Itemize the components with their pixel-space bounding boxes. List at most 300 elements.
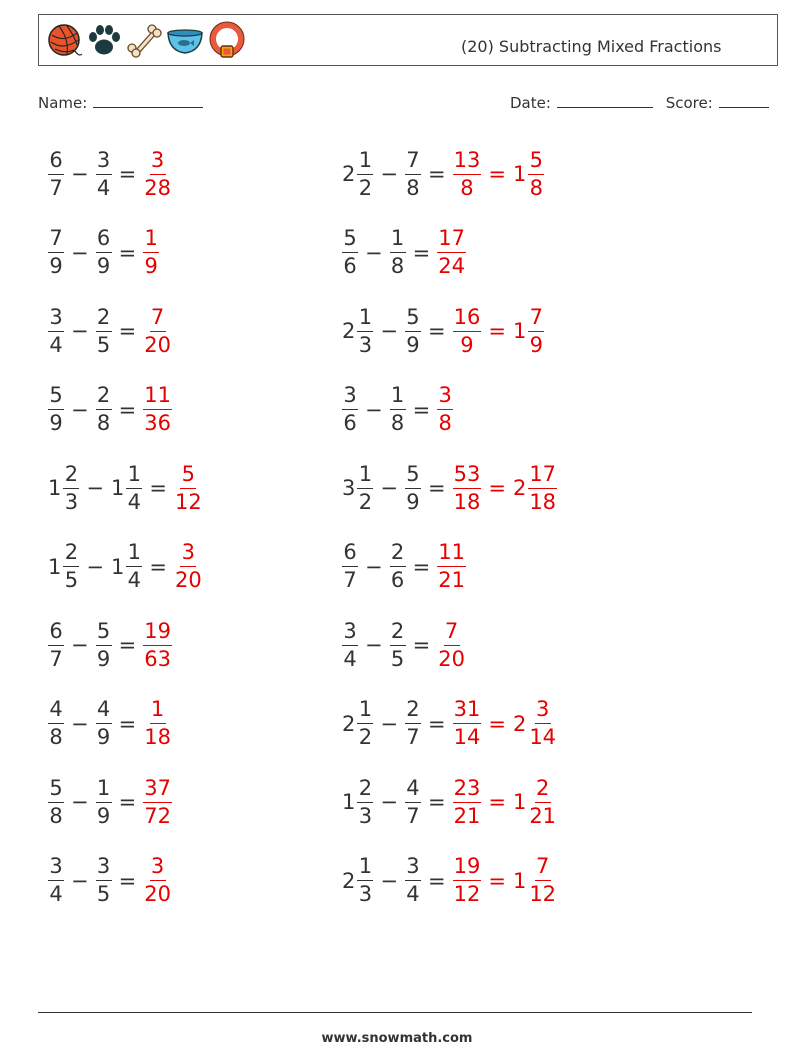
fraction — [63, 461, 79, 514]
denominator: 20 — [144, 332, 171, 357]
numerator: 17 — [528, 464, 557, 489]
name-label: Name: — [38, 94, 88, 112]
minus-sign: − — [380, 868, 398, 893]
fraction — [437, 542, 466, 591]
fraction — [174, 461, 203, 514]
whole-number: 1 — [342, 790, 356, 814]
answer — [435, 228, 468, 277]
numerator: 3 — [48, 307, 64, 332]
numerator: 3 — [405, 856, 421, 881]
equals-sign: = — [427, 868, 446, 893]
denominator: 36 — [144, 411, 171, 435]
answer — [451, 856, 559, 905]
problem-3 — [46, 218, 161, 288]
denominator: 9 — [406, 489, 420, 514]
numerator: 3 — [180, 542, 196, 567]
fraction — [126, 542, 142, 591]
numerator: 5 — [96, 621, 112, 646]
problem-1 — [46, 139, 174, 209]
problem-2 — [340, 139, 546, 209]
answer — [451, 775, 559, 828]
numerator: 31 — [453, 699, 482, 724]
fraction — [453, 856, 482, 905]
whole-number: 2 — [512, 476, 527, 500]
fraction — [342, 385, 358, 434]
denominator: 4 — [49, 882, 63, 906]
fraction — [405, 461, 421, 514]
denominator: 8 — [96, 411, 111, 435]
minus-sign: − — [380, 711, 398, 736]
fraction — [96, 228, 112, 277]
denominator: 18 — [453, 489, 481, 514]
numerator: 7 — [444, 621, 460, 646]
numerator: 53 — [453, 464, 482, 489]
fraction — [528, 461, 557, 514]
problem-17 — [46, 767, 174, 837]
numerator: 3 — [437, 385, 453, 410]
numerator: 5 — [48, 778, 64, 803]
numerator: 3 — [342, 385, 358, 410]
fraction — [528, 147, 544, 200]
numerator: 1 — [96, 778, 112, 803]
fraction — [528, 856, 557, 905]
fraction — [405, 775, 421, 828]
problem-11 — [46, 532, 205, 602]
equals-sign: = — [118, 319, 137, 343]
fraction — [143, 618, 172, 671]
numerator: 7 — [535, 856, 551, 881]
whole-number: 2 — [512, 711, 527, 736]
numerator: 6 — [342, 542, 358, 567]
equals-sign: = — [118, 868, 137, 893]
numerator: 5 — [342, 228, 358, 253]
fraction — [357, 147, 373, 200]
fraction — [357, 461, 373, 514]
denominator: 3 — [358, 803, 373, 828]
denominator: 63 — [144, 646, 171, 671]
numerator: 2 — [390, 621, 406, 646]
numerator: 5 — [48, 385, 64, 410]
fraction — [357, 775, 373, 828]
fraction — [63, 542, 79, 591]
numerator: 1 — [150, 699, 166, 724]
minus-sign: − — [365, 633, 383, 657]
fraction — [453, 304, 482, 357]
equals-sign: = — [488, 868, 506, 893]
whole-number: 1 — [512, 790, 527, 814]
answer — [451, 304, 547, 357]
denominator: 8 — [438, 411, 452, 435]
whole-number: 2 — [342, 162, 356, 186]
fraction — [48, 775, 64, 828]
minus-sign: − — [380, 319, 398, 343]
fraction — [48, 385, 64, 434]
denominator: 9 — [406, 332, 420, 357]
fraction — [143, 856, 172, 905]
problem-14 — [340, 610, 468, 680]
bone-icon — [125, 21, 163, 59]
numerator: 19 — [453, 856, 482, 881]
denominator: 8 — [529, 175, 543, 200]
fraction — [405, 147, 421, 200]
numerator: 7 — [48, 228, 64, 253]
fraction — [48, 856, 64, 905]
minus-sign: − — [365, 554, 383, 579]
fish-bowl-icon — [165, 21, 205, 59]
denominator: 9 — [49, 411, 63, 435]
problem-15 — [46, 689, 174, 759]
fraction — [126, 461, 142, 514]
whole-number: 1 — [110, 554, 125, 579]
denominator: 14 — [453, 725, 481, 749]
numerator: 4 — [96, 699, 112, 724]
fraction — [48, 699, 64, 748]
denominator: 4 — [96, 175, 111, 200]
numerator: 3 — [150, 856, 166, 881]
answer — [141, 147, 174, 200]
problem-10 — [340, 453, 559, 523]
numerator: 16 — [453, 307, 482, 332]
equals-sign: = — [488, 319, 506, 343]
denominator: 7 — [406, 725, 420, 749]
fraction — [390, 385, 406, 434]
worksheet-header — [38, 14, 778, 66]
denominator: 7 — [406, 803, 420, 828]
denominator: 28 — [144, 175, 171, 200]
fraction — [342, 618, 358, 671]
answer — [451, 699, 559, 748]
fraction — [357, 304, 373, 357]
numerator: 3 — [535, 699, 551, 724]
equals-sign: = — [427, 711, 446, 736]
denominator: 21 — [438, 568, 465, 592]
numerator: 5 — [405, 464, 421, 489]
answer — [141, 775, 174, 828]
denominator: 20 — [144, 882, 171, 906]
fraction — [453, 461, 482, 514]
minus-sign: − — [365, 397, 383, 422]
fraction — [528, 304, 544, 357]
denominator: 9 — [96, 646, 111, 671]
fraction — [453, 147, 482, 200]
fraction — [437, 385, 453, 434]
equals-sign: = — [427, 162, 446, 186]
denominator: 12 — [174, 489, 202, 514]
problem-5 — [46, 296, 174, 366]
problem-6 — [340, 296, 546, 366]
fraction — [143, 304, 172, 357]
numerator: 7 — [405, 150, 421, 175]
equals-sign: = — [427, 476, 446, 500]
denominator: 24 — [438, 254, 465, 278]
denominator: 18 — [144, 725, 171, 749]
yarn-ball-icon — [45, 21, 83, 59]
equals-sign: = — [118, 633, 137, 657]
answer — [172, 461, 205, 514]
answer — [141, 856, 174, 905]
numerator: 5 — [180, 464, 196, 489]
denominator: 4 — [127, 489, 142, 514]
minus-sign: − — [380, 162, 398, 186]
fraction — [96, 385, 112, 434]
numerator: 1 — [357, 856, 373, 881]
equals-sign: = — [149, 476, 167, 500]
denominator: 5 — [64, 568, 79, 592]
denominator: 9 — [96, 725, 111, 749]
numerator: 3 — [96, 150, 112, 175]
answer — [451, 147, 547, 200]
equals-sign: = — [118, 397, 137, 422]
fraction — [48, 228, 64, 277]
fraction — [453, 699, 482, 748]
minus-sign: − — [71, 162, 89, 186]
fraction — [143, 228, 159, 277]
denominator: 9 — [49, 254, 63, 278]
denominator: 12 — [529, 882, 557, 906]
denominator: 8 — [390, 254, 405, 278]
denominator: 4 — [343, 646, 357, 671]
fraction — [96, 699, 112, 748]
icon-strip — [45, 20, 249, 60]
equals-sign: = — [118, 240, 137, 265]
fraction — [342, 228, 358, 277]
score-label: Score: — [665, 94, 713, 112]
denominator: 21 — [453, 803, 481, 828]
fraction — [357, 699, 373, 748]
minus-sign: − — [71, 711, 89, 736]
answer — [141, 699, 174, 748]
whole-number: 2 — [342, 868, 356, 893]
whole-number: 2 — [342, 319, 356, 343]
minus-sign: − — [380, 790, 398, 814]
denominator: 7 — [343, 568, 357, 592]
numerator: 4 — [405, 778, 421, 803]
numerator: 2 — [535, 778, 551, 803]
numerator: 5 — [405, 307, 421, 332]
numerator: 1 — [126, 542, 142, 567]
numerator: 17 — [437, 228, 466, 253]
fraction — [143, 699, 172, 748]
equals-sign: = — [412, 240, 431, 265]
date-blank[interactable] — [557, 93, 653, 108]
numerator: 2 — [405, 699, 421, 724]
denominator: 2 — [358, 489, 373, 514]
denominator: 5 — [96, 332, 111, 357]
denominator: 8 — [49, 725, 63, 749]
equals-sign: = — [149, 554, 167, 579]
equals-sign: = — [118, 162, 137, 186]
answer — [435, 542, 468, 591]
problem-8 — [340, 375, 455, 445]
equals-sign: = — [118, 790, 137, 814]
problem-4 — [340, 218, 468, 288]
whole-number: 1 — [512, 319, 527, 343]
problem-19 — [46, 846, 174, 916]
equals-sign: = — [427, 790, 446, 814]
denominator: 6 — [343, 411, 357, 435]
fraction — [528, 699, 557, 748]
numerator: 6 — [48, 150, 64, 175]
numerator: 13 — [453, 150, 482, 175]
problem-9 — [46, 453, 205, 523]
answer — [141, 385, 174, 434]
denominator: 8 — [460, 175, 474, 200]
numerator: 37 — [143, 778, 172, 803]
numerator: 7 — [150, 307, 166, 332]
problem-18 — [340, 767, 559, 837]
numerator: 11 — [437, 542, 466, 567]
equals-sign: = — [488, 476, 506, 500]
problem-13 — [46, 610, 174, 680]
numerator: 1 — [390, 228, 406, 253]
fraction — [174, 542, 203, 591]
denominator: 9 — [96, 803, 111, 828]
minus-sign: − — [71, 240, 89, 265]
denominator: 9 — [96, 254, 111, 278]
whole-number: 3 — [342, 476, 356, 500]
numerator: 1 — [357, 464, 373, 489]
denominator: 21 — [529, 803, 557, 828]
equals-sign: = — [427, 319, 446, 343]
minus-sign: − — [71, 397, 89, 422]
answer — [172, 542, 205, 591]
footer-url: www.snowmath.com — [321, 1031, 473, 1046]
equals-sign: = — [412, 397, 431, 422]
denominator: 7 — [49, 646, 63, 671]
answer — [451, 461, 559, 514]
problem-7 — [46, 375, 174, 445]
fraction — [48, 618, 64, 671]
fraction — [405, 856, 421, 905]
denominator: 2 — [358, 725, 373, 749]
denominator: 4 — [127, 568, 142, 592]
denominator: 6 — [343, 254, 357, 278]
numerator: 19 — [143, 621, 172, 646]
minus-sign: − — [86, 476, 104, 500]
paw-print-icon — [85, 21, 123, 59]
denominator: 3 — [64, 489, 79, 514]
footer-divider — [38, 1012, 752, 1013]
numerator: 11 — [143, 385, 172, 410]
pet-collar-icon — [207, 21, 247, 59]
denominator: 5 — [390, 646, 405, 671]
denominator: 2 — [358, 175, 373, 200]
worksheet-title: (20) Subtracting Mixed Fractions — [461, 37, 722, 56]
numerator: 2 — [357, 778, 373, 803]
problem-16 — [340, 689, 559, 759]
equals-sign: = — [488, 162, 506, 186]
numerator: 23 — [453, 778, 482, 803]
numerator: 1 — [357, 307, 373, 332]
numerator: 2 — [390, 542, 406, 567]
fraction — [96, 618, 112, 671]
fraction — [528, 775, 557, 828]
denominator: 12 — [453, 882, 481, 906]
minus-sign: − — [86, 554, 104, 579]
denominator: 8 — [390, 411, 405, 435]
problem-12 — [340, 532, 468, 602]
minus-sign: − — [71, 633, 89, 657]
equals-sign: = — [488, 711, 506, 736]
numerator: 7 — [528, 307, 544, 332]
fraction — [96, 775, 112, 828]
numerator: 3 — [96, 856, 112, 881]
name-blank[interactable] — [93, 93, 203, 108]
whole-number: 2 — [342, 711, 356, 736]
denominator: 72 — [144, 803, 171, 828]
denominator: 4 — [406, 882, 420, 906]
denominator: 20 — [438, 646, 465, 671]
numerator: 2 — [63, 542, 79, 567]
denominator: 3 — [358, 332, 373, 357]
fraction — [48, 304, 64, 357]
minus-sign: − — [71, 319, 89, 343]
numerator: 2 — [96, 385, 112, 410]
date-score-fields[interactable] — [510, 93, 769, 112]
fraction — [96, 856, 112, 905]
numerator: 2 — [63, 464, 79, 489]
fraction — [437, 618, 466, 671]
answer — [141, 228, 161, 277]
fraction — [143, 385, 172, 434]
score-blank[interactable] — [719, 93, 769, 108]
equals-sign: = — [118, 711, 137, 736]
numerator: 6 — [48, 621, 64, 646]
answer — [435, 618, 468, 671]
numerator: 1 — [126, 464, 142, 489]
numerator: 3 — [342, 621, 358, 646]
fraction — [96, 304, 112, 357]
minus-sign: − — [71, 790, 89, 814]
fraction — [437, 228, 466, 277]
denominator: 7 — [49, 175, 63, 200]
denominator: 4 — [49, 332, 63, 357]
denominator: 3 — [358, 882, 373, 906]
denominator: 14 — [529, 725, 557, 749]
fraction — [48, 147, 64, 200]
denominator: 6 — [390, 568, 405, 592]
equals-sign: = — [412, 554, 431, 579]
whole-number: 1 — [512, 868, 527, 893]
denominator: 20 — [174, 568, 202, 592]
numerator: 5 — [528, 150, 544, 175]
fraction — [143, 775, 172, 828]
whole-number: 1 — [512, 162, 527, 186]
denominator: 8 — [406, 175, 420, 200]
numerator: 2 — [96, 307, 112, 332]
numerator: 6 — [96, 228, 112, 253]
name-field[interactable] — [38, 93, 203, 112]
answer — [141, 618, 174, 671]
fraction — [390, 228, 406, 277]
denominator: 8 — [49, 803, 63, 828]
numerator: 1 — [357, 150, 373, 175]
numerator: 1 — [357, 699, 373, 724]
fraction — [390, 618, 406, 671]
answer — [141, 304, 174, 357]
minus-sign: − — [380, 476, 398, 500]
numerator: 3 — [48, 856, 64, 881]
fraction — [405, 699, 421, 748]
numerator: 4 — [48, 699, 64, 724]
fraction — [143, 147, 172, 200]
denominator: 9 — [144, 254, 158, 278]
denominator: 9 — [460, 332, 474, 357]
equals-sign: = — [488, 790, 506, 814]
numerator: 1 — [390, 385, 406, 410]
fraction — [96, 147, 112, 200]
problem-20 — [340, 846, 559, 916]
